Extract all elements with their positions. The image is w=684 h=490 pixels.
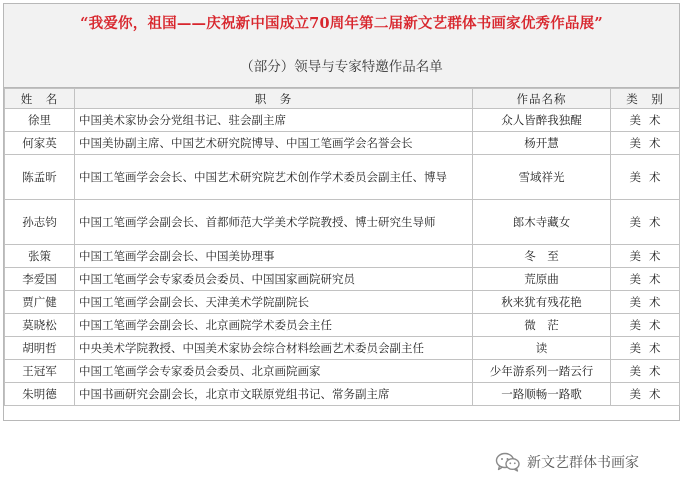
- cell-name: 徐里: [5, 109, 75, 132]
- cell-category: 美术: [611, 132, 680, 155]
- cell-position: 中国工笔画学会副会长、天津美术学院副院长: [75, 291, 473, 314]
- cell-position: 中国工笔画学会会长、中国艺术研究院艺术创作学术委员会副主任、博导: [75, 155, 473, 200]
- cell-position: 中国工笔画学会专家委员会委员、中国国家画院研究员: [75, 268, 473, 291]
- document-sheet: [3, 3, 680, 421]
- table-row: [5, 132, 680, 155]
- title-area: [4, 4, 679, 88]
- table-row: [5, 245, 680, 268]
- cell-work: 秋来犹有残花艳: [473, 291, 611, 314]
- table-row: [5, 360, 680, 383]
- header-name: 姓 名: [5, 89, 75, 109]
- cell-work: 一路顺畅一路歌: [473, 383, 611, 406]
- cell-category: 美术: [611, 245, 680, 268]
- cell-position: 中国美协副主席、中国艺术研究院博导、中国工笔画学会名誉会长: [75, 132, 473, 155]
- header-category: 类 别: [611, 89, 680, 109]
- table-row: [5, 200, 680, 245]
- cell-name: 贾广健: [5, 291, 75, 314]
- cell-work: 微 茫: [473, 314, 611, 337]
- table-row: [5, 109, 680, 132]
- cell-position: 中国工笔画学会副会长、北京画院学术委员会主任: [75, 314, 473, 337]
- cell-category: 美术: [611, 337, 680, 360]
- cell-position: 中国美术家协会分党组书记、驻会副主席: [75, 109, 473, 132]
- watermark-text: 新文艺群体书画家: [527, 455, 639, 471]
- document-title: “我爱你，祖国——庆祝新中国成立70周年第二届新文艺群体书画家优秀作品展”: [80, 15, 603, 32]
- cell-category: 美术: [611, 383, 680, 406]
- table-header-row: [5, 89, 680, 109]
- table-row: [5, 383, 680, 406]
- cell-category: 美术: [611, 200, 680, 245]
- cell-category: 美术: [611, 268, 680, 291]
- cell-category: 美术: [611, 109, 680, 132]
- cell-work: 郎木寺藏女: [473, 200, 611, 245]
- wechat-icon: [495, 452, 521, 472]
- wechat-watermark: [495, 452, 639, 472]
- cell-work: 少年游系列一踏云行: [473, 360, 611, 383]
- cell-name: 陈孟昕: [5, 155, 75, 200]
- cell-work: 冬 至: [473, 245, 611, 268]
- cell-name: 莫晓松: [5, 314, 75, 337]
- cell-position: 中国工笔画学会副会长、中国美协理事: [75, 245, 473, 268]
- cell-category: 美术: [611, 291, 680, 314]
- cell-name: 朱明德: [5, 383, 75, 406]
- cell-position: 中央美术学院教授、中国美术家协会综合材料绘画艺术委员会副主任: [75, 337, 473, 360]
- document-subtitle: （部分）领导与专家特邀作品名单: [240, 59, 443, 75]
- cell-name: 何家英: [5, 132, 75, 155]
- cell-work: 众人皆醉我独醒: [473, 109, 611, 132]
- cell-name: 胡明哲: [5, 337, 75, 360]
- table-row: [5, 291, 680, 314]
- cell-position: 中国书画研究会副会长，北京市文联原党组书记、常务副主席: [75, 383, 473, 406]
- cell-work: 读: [473, 337, 611, 360]
- cell-work: 雪域祥光: [473, 155, 611, 200]
- cell-name: 李爱国: [5, 268, 75, 291]
- table-row: [5, 337, 680, 360]
- header-work: 作品名称: [473, 89, 611, 109]
- cell-position: 中国工笔画学会专家委员会委员、北京画院画家: [75, 360, 473, 383]
- invitees-table: [4, 88, 680, 406]
- cell-position: 中国工笔画学会副会长、首都师范大学美术学院教授、博士研究生导师: [75, 200, 473, 245]
- cell-name: 张策: [5, 245, 75, 268]
- cell-category: 美术: [611, 155, 680, 200]
- cell-name: 王冠军: [5, 360, 75, 383]
- cell-category: 美术: [611, 360, 680, 383]
- cell-name: 孙志钧: [5, 200, 75, 245]
- table-row: [5, 268, 680, 291]
- cell-category: 美术: [611, 314, 680, 337]
- table-row: [5, 314, 680, 337]
- header-position: 职 务: [75, 89, 473, 109]
- cell-work: 荒原曲: [473, 268, 611, 291]
- cell-work: 杨开慧: [473, 132, 611, 155]
- table-row: [5, 155, 680, 200]
